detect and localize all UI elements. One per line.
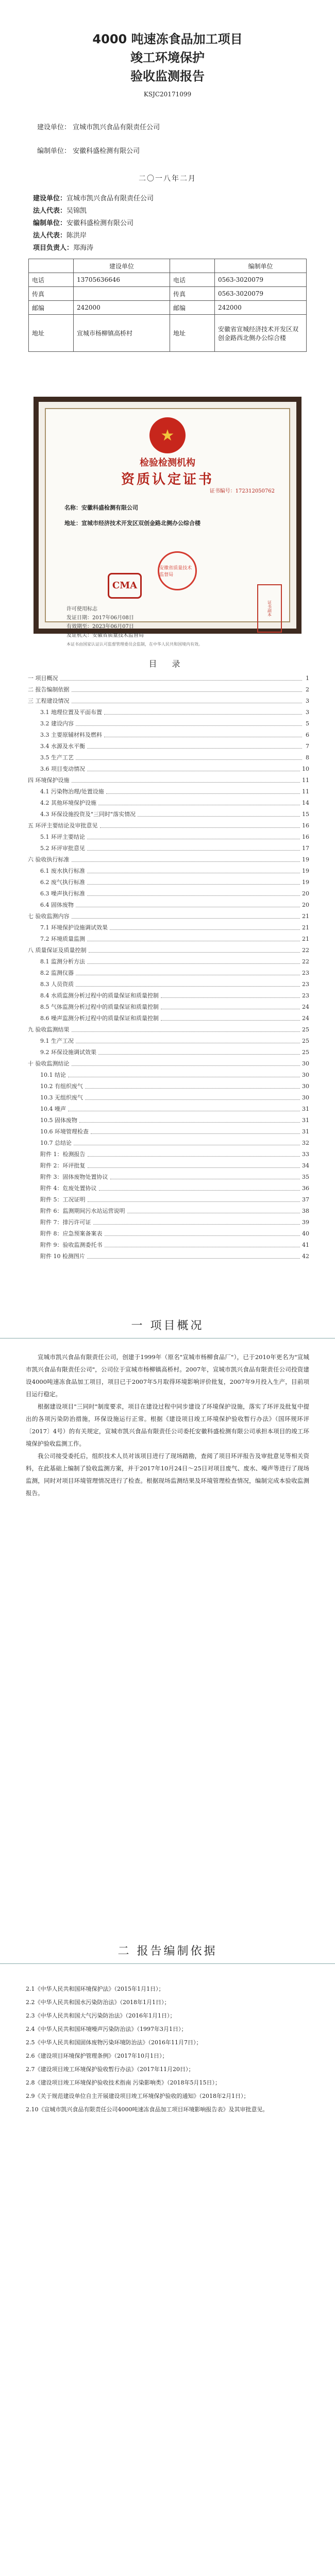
- toc-entry-label: 10.1 结论: [40, 1072, 66, 1078]
- report-title-line-3: 验收监测报告: [130, 69, 205, 83]
- toc-entry-page: 5: [306, 720, 309, 727]
- basis-item: 2.2《中华人民共和国水污染防治法》（2018年1月1日）；: [26, 1999, 170, 2006]
- toc-leader-dots: [76, 968, 300, 975]
- table-row: 地址 宣城市杨柳镇高桥村 地址 安徽省宣城经济技术开发区双创金路西北侧办公综合楼: [29, 315, 307, 352]
- info-row: 法人代表：吴锦凯: [33, 207, 87, 215]
- toc-entry-page: 34: [302, 1162, 309, 1169]
- certificate-title-2: 资质认定证书: [121, 472, 214, 487]
- toc-entry: [26, 718, 309, 730]
- builder-label: 建设单位：: [37, 124, 71, 131]
- toc-entry: [26, 956, 309, 968]
- cma-caption: 许可使用标志: [66, 606, 97, 612]
- section-divider: [0, 1963, 335, 1964]
- certificate-serial: 证书编号：172312050762: [209, 488, 275, 494]
- toc-leader-dots: [110, 922, 300, 930]
- toc-leader-dots: [105, 1240, 300, 1247]
- toc-leader-dots: [85, 1092, 300, 1100]
- table-row: 传真 传真 0563-3020079: [29, 287, 307, 301]
- toc-entry-page: 3: [306, 698, 309, 704]
- section-2-heading: 二 报告编制依据: [118, 1945, 217, 1958]
- toc-entry-page: 22: [302, 958, 309, 965]
- toc-entry-label: 九 验收监测结果: [28, 1026, 70, 1033]
- toc-leader-dots: [87, 956, 300, 964]
- toc-leader-dots: [98, 798, 300, 805]
- qualification-certificate: [34, 397, 301, 647]
- toc-entry-page: 10: [302, 766, 309, 772]
- toc-entry-page: 19: [302, 879, 309, 886]
- paragraph: 根据建设项目"三同时"制度要求，项目在建设过程中同步建设了环境保护设施，落实了环评及批复中提出的各项污染防治措施，环保设施运行正常。根据《建设项目竣工环境保护验收暂行办法》（国环规环评〔2017〕4号）的有关规定，宣城市凯兴食品有限责任公司委托安徽科盛检测有限公司承担本项目的竣工环境保护验收监测工作。: [26, 1403, 309, 1447]
- toc-entry-label: 10.6 环境管理检查: [40, 1128, 89, 1135]
- toc-leader-dots: [87, 832, 300, 839]
- toc-entry-page: 23: [302, 981, 309, 988]
- toc-entry-page: 30: [302, 1060, 309, 1067]
- certificate-body: 名称：安徽科盛检测有限公司 地址：宣城市经济技术开发区双创金路北侧办公综合楼: [64, 504, 200, 527]
- toc-entry-label: 附件 5：工况证明: [40, 1196, 86, 1203]
- toc-entry-label: 五 环评主要结论及审批意见: [28, 822, 98, 829]
- toc-leader-dots: [87, 877, 300, 885]
- toc-entry: [26, 1024, 309, 1036]
- toc-entry-label: 六 验收执行标准: [28, 856, 70, 863]
- toc-leader-dots: [99, 1183, 300, 1191]
- paragraph: 我公司接受委托后，组织技术人员对该项目进行了现场踏勘，查阅了项目环评报告及审批意见等相关资料，在此基础上编制了验收监测方案，并于2017年10月24日～25日对项目废气、废水、噪声等进行了现场监测，同时对项目环境管理情况进行了检查。根据现场监测结果及环境管理检查情况，编制完成本验收监测报告。: [26, 1452, 309, 1497]
- toc-leader-dots: [76, 979, 300, 987]
- toc-entry: [26, 775, 309, 786]
- toc-entry: [26, 764, 309, 775]
- toc-entry: [26, 786, 309, 798]
- toc-entry-label: 4.2 其他环境保护设施: [40, 800, 96, 806]
- toc-entry-label: 十 验收监测结论: [28, 1060, 70, 1067]
- toc-entry: [26, 809, 309, 820]
- toc-leader-dots: [72, 696, 303, 703]
- toc-entry-label: 5.2 环评审批意见: [40, 845, 85, 852]
- toc-entry: [26, 1126, 309, 1138]
- toc-entry-label: 6.1 废水执行标准: [40, 868, 85, 874]
- toc-entry-page: 36: [302, 1185, 309, 1192]
- toc-entry-page: 25: [302, 1038, 309, 1044]
- toc-entry: [26, 979, 309, 990]
- report-title-line-2: 竣工环境保护: [130, 50, 205, 65]
- toc-leader-dots: [87, 764, 300, 771]
- toc-entry-label: 一 项目概况: [28, 675, 58, 682]
- toc-entry-label: 三 工程建设情况: [28, 698, 70, 704]
- toc-entry: [26, 1240, 309, 1251]
- toc-leader-dots: [76, 1036, 300, 1043]
- toc-entry: [26, 798, 309, 809]
- toc-entry: [26, 1183, 309, 1194]
- toc-leader-dots: [85, 1081, 300, 1089]
- toc-entry: [26, 1070, 309, 1081]
- toc-entry: [26, 934, 309, 945]
- toc-entry: [26, 832, 309, 843]
- certificate-stamp: 证书副本: [257, 584, 282, 633]
- toc-entry-label: 附件 10 检测图片: [40, 1253, 85, 1260]
- toc-entry-label: 附件 1：检测报告: [40, 1151, 86, 1158]
- toc-entry-page: 41: [302, 1242, 309, 1248]
- toc-entry: [26, 741, 309, 752]
- toc-entry: [26, 854, 309, 866]
- toc-leader-dots: [88, 1149, 300, 1157]
- toc-leader-dots: [87, 866, 300, 873]
- toc-entry-page: 15: [302, 811, 309, 818]
- toc-leader-dots: [91, 1126, 300, 1134]
- toc-entry-label: 3.1 地理位置及平面布置: [40, 709, 102, 716]
- toc-entry: [26, 1228, 309, 1240]
- basis-item: 2.4《中华人民共和国环境噪声污染防治法》（1997年3月1日）；: [26, 2026, 187, 2032]
- toc-entry-label: 3.6 项目变动情况: [40, 766, 85, 772]
- toc-entry-label: 3.2 建设内容: [40, 720, 74, 727]
- toc-leader-dots: [87, 888, 300, 896]
- toc-title: 目 录: [148, 659, 187, 669]
- toc-entry: [26, 752, 309, 764]
- toc-leader-dots: [104, 707, 302, 715]
- toc-entry-label: 4.3 环保设施投资及"三同时"落实情况: [40, 811, 136, 818]
- toc-entry-label: 8.5 气体监测分析过程中的质量保证和质量控制: [40, 1004, 159, 1010]
- toc-leader-dots: [76, 718, 302, 726]
- toc-entry-label: 附件 3：固体废物处置协议: [40, 1174, 108, 1180]
- toc-entry: [26, 1160, 309, 1172]
- info-row: 建设单位：宣城市凯兴食品有限责任公司: [33, 195, 154, 202]
- toc-leader-dots: [98, 1047, 300, 1055]
- toc-entry-page: 25: [302, 1026, 309, 1033]
- toc-entry-label: 附件 2：环评批复: [40, 1162, 86, 1169]
- toc-entry: [26, 1206, 309, 1217]
- toc-entry: [26, 1104, 309, 1115]
- toc-leader-dots: [72, 1024, 300, 1032]
- toc-entry-label: 8.1 监测分析方法: [40, 958, 85, 965]
- toc-entry: [26, 968, 309, 979]
- toc-leader-dots: [87, 843, 300, 851]
- certificate-org: 安徽科盛检测有限公司: [81, 504, 138, 511]
- toc-entry: [26, 900, 309, 911]
- toc-entry: [26, 1194, 309, 1206]
- toc-entry: [26, 1115, 309, 1126]
- toc-entry-label: 4.1 污染物治理/处置设施: [40, 788, 104, 795]
- basis-item: 2.6《建设项目环境保护管理条例》（2017年10月1日）；: [26, 2053, 168, 2059]
- toc-entry: [26, 696, 309, 707]
- toc-entry-label: 10.5 固体废物: [40, 1117, 77, 1124]
- preparer-name: 安徽科盛检测有限公司: [73, 147, 140, 155]
- toc-entry: [26, 1058, 309, 1070]
- toc-entry-page: 21: [302, 936, 309, 942]
- toc-entry-label: 七 验收监测内容: [28, 913, 70, 920]
- toc-entry-label: 附件 6：监测期间污水站运营说明: [40, 1208, 125, 1214]
- toc-entry-label: 8.2 监测仪器: [40, 970, 74, 976]
- toc-leader-dots: [88, 1160, 300, 1168]
- toc-entry-page: 38: [302, 1208, 309, 1214]
- info-row: 项目负责人：郑海涛: [33, 244, 94, 252]
- toc-entry-page: 37: [302, 1196, 309, 1203]
- toc-entry-page: 23: [302, 992, 309, 999]
- toc-entry-page: 11: [302, 788, 309, 795]
- certificate-title-1: 检验检测机构: [140, 457, 195, 468]
- info-row: 法人代表：陈洪岸: [33, 232, 87, 240]
- toc-entry-page: 40: [302, 1230, 309, 1237]
- toc-entry-page: 16: [302, 822, 309, 829]
- toc-entry: [26, 1149, 309, 1160]
- official-seal: 安徽省质量技术监督局: [158, 551, 197, 590]
- section-1: [26, 1317, 309, 1499]
- toc-entry-label: 9.1 生产工况: [40, 1038, 74, 1044]
- toc-leader-dots: [110, 1172, 300, 1179]
- toc-entry-label: 6.4 固体废物: [40, 902, 74, 908]
- national-emblem-icon: ★: [149, 417, 186, 453]
- basis-item: 2.7《建设项目竣工环境保护验收暂行办法》（2017年11月20日）；: [26, 2066, 194, 2073]
- toc-entry: [26, 843, 309, 854]
- toc-entry: [26, 1172, 309, 1183]
- toc-leader-dots: [72, 1058, 300, 1066]
- toc-entry-page: 19: [302, 868, 309, 874]
- toc-leader-dots: [161, 1013, 300, 1021]
- toc-leader-dots: [88, 1194, 300, 1202]
- certificate-issuer: 发证机关：安徽省质量技术监督局: [66, 633, 144, 638]
- toc-entry: [26, 1036, 309, 1047]
- basis-item: 2.10《宣城市凯兴食品有限责任公司4000吨速冻食品加工项目环境影响报告表》及其审批意见。: [26, 2106, 269, 2113]
- basis-item: 2.8《建设项目竣工环境保护验收技术指南 污染影响类》（2018年5月15日）；: [26, 2079, 221, 2086]
- toc-entry: [26, 990, 309, 1002]
- toc-entry-page: 11: [302, 777, 309, 784]
- toc-leader-dots: [72, 911, 300, 919]
- toc-entry-page: 39: [302, 1219, 309, 1226]
- toc-entry-label: 二 报告编制依据: [28, 686, 70, 693]
- info-block: [26, 193, 309, 352]
- toc-entry-label: 6.3 噪声执行标准: [40, 890, 85, 897]
- table-of-contents: [26, 673, 309, 1262]
- preparer-line: [37, 145, 309, 155]
- toc-entry: [26, 866, 309, 877]
- toc-entry: [26, 1047, 309, 1058]
- toc-leader-dots: [138, 809, 300, 817]
- toc-entry-page: 14: [302, 800, 309, 806]
- toc-entry-page: 20: [302, 890, 309, 897]
- toc-entry-page: 2: [306, 686, 309, 693]
- toc-entry-page: 31: [302, 1106, 309, 1112]
- certificate-footer: [66, 605, 203, 649]
- toc-leader-dots: [89, 945, 300, 953]
- toc-entry-page: 32: [302, 1140, 309, 1146]
- toc-entry-label: 5.1 环评主要结论: [40, 834, 85, 840]
- toc-leader-dots: [161, 1002, 300, 1009]
- toc-entry-page: 20: [302, 902, 309, 908]
- toc-leader-dots: [105, 1228, 300, 1236]
- toc-entry: [26, 1092, 309, 1104]
- table-row: 电话 13705636646 电话 0563-3020079: [29, 273, 307, 287]
- toc-leader-dots: [100, 820, 300, 828]
- toc-entry-label: 9.2 环保设施调试效果: [40, 1049, 96, 1056]
- basis-item: 2.3《中华人民共和国大气污染防治法》（2016年1月1日）；: [26, 2012, 176, 2019]
- table-header-row: 建设单位 编制单位: [29, 259, 307, 273]
- report-title-line-1: 4000 吨速冻食品加工项目: [92, 32, 243, 46]
- toc-entry: [26, 922, 309, 934]
- certificate-note: 本证书由国家认证认可监督管理委员会监制，在中华人民共和国境内有效。: [66, 642, 203, 647]
- certificate-frame: [34, 397, 301, 647]
- info-row: 编制单位：安徽科盛检测有限公司: [33, 219, 134, 227]
- basis-item: 2.1《中华人民共和国环境保护法》（2015年1月1日）；: [26, 1986, 164, 1992]
- builder-name: 宣城市凯兴食品有限责任公司: [73, 124, 160, 131]
- toc-entry-label: 10.7 总结论: [40, 1140, 72, 1146]
- toc-entry-page: 21: [302, 913, 309, 920]
- basis-item: 2.9《关于规范建设单位自主开展建设项目竣工环境保护验收的通知》（2018年2月1日）；: [26, 2093, 249, 2099]
- toc-leader-dots: [76, 752, 302, 760]
- toc-entry-label: 四 环境保护设施: [28, 777, 70, 784]
- toc-entry: [26, 888, 309, 900]
- preparer-label: 编制单位：: [37, 147, 71, 155]
- toc-entry-label: 3.4 水源及水平衡: [40, 743, 85, 750]
- toc-entry-page: 22: [302, 947, 309, 954]
- toc-entry-page: 30: [302, 1083, 309, 1090]
- toc-entry-page: 17: [302, 845, 309, 852]
- toc-entry: [26, 1002, 309, 1013]
- toc-leader-dots: [72, 854, 300, 862]
- toc-leader-dots: [79, 1115, 300, 1123]
- toc-leader-dots: [72, 684, 303, 692]
- toc-entry-label: 10.3 无组织废气: [40, 1094, 83, 1101]
- certificate-inner: [45, 408, 290, 647]
- toc-entry-label: 3.3 主要原辅材料及燃料: [40, 732, 102, 738]
- toc-entry: [26, 1013, 309, 1024]
- toc-leader-dots: [74, 1138, 300, 1145]
- toc-entry-page: 24: [302, 1015, 309, 1022]
- toc-entry: [26, 820, 309, 832]
- toc-entry: [26, 673, 309, 684]
- toc-entry-page: 19: [302, 856, 309, 863]
- toc-entry: [26, 1138, 309, 1149]
- toc-leader-dots: [68, 1104, 300, 1111]
- toc-entry-label: 7.2 环境质量监测: [40, 936, 85, 942]
- toc-entry: [26, 1081, 309, 1092]
- toc-entry-label: 7.1 环境保护设施调试效果: [40, 924, 108, 931]
- toc-entry: [26, 945, 309, 956]
- toc-entry-page: 33: [302, 1151, 309, 1158]
- certificate-valid-until: 有效期至：2023年06月07日: [66, 624, 134, 630]
- table-row: 邮编 242000 邮编 242000: [29, 301, 307, 315]
- toc-leader-dots: [161, 990, 300, 998]
- basis-item: 2.5《中华人民共和国固体废物污染环境防治法》（2016年11月7日）；: [26, 2039, 202, 2046]
- toc-entry-page: 21: [302, 924, 309, 931]
- section-1-heading: 一 项目概况: [131, 1319, 204, 1332]
- toc-entry-page: 6: [306, 732, 309, 738]
- toc-leader-dots: [60, 673, 303, 681]
- toc-leader-dots: [76, 900, 300, 907]
- toc-entry: [26, 730, 309, 741]
- toc-entry-page: 25: [302, 1049, 309, 1056]
- toc-leader-dots: [104, 730, 302, 737]
- cma-logo: CMA: [108, 573, 142, 599]
- toc-entry-label: 3.5 生产工艺: [40, 754, 74, 761]
- toc-entry-page: 7: [306, 743, 309, 750]
- certificate-issue-date: 发证日期：2017年06月08日: [66, 615, 134, 621]
- toc-entry-label: 10.4 噪声: [40, 1106, 66, 1112]
- toc-leader-dots: [127, 1206, 300, 1213]
- toc-entry-page: 16: [302, 834, 309, 840]
- toc-entry-page: 3: [306, 709, 309, 716]
- toc-leader-dots: [72, 775, 300, 783]
- toc-entry: [26, 911, 309, 922]
- toc-leader-dots: [87, 934, 300, 941]
- toc-entry: [26, 1217, 309, 1228]
- cover-title-block: [26, 0, 309, 98]
- toc-entry-label: 附件 9：验收监测委托书: [40, 1242, 103, 1248]
- toc-entry-label: 附件 7：排污许可证: [40, 1219, 91, 1226]
- toc-entry-page: 30: [302, 1072, 309, 1078]
- paragraph: 宣城市凯兴食品有限责任公司，创建于1999年（原名"宣城市杨柳食品厂"），已于2010年更名为"宣城市凯兴食品有限责任公司"，公司位于宣城市杨柳镇高桥村。2007年，宣城市凯兴食品有限责任公司投资建设4000吨速冻食品加工项目，项目已于2007年5月取得环境影响评价批复，2007年9月投入生产，目前项目运行稳定。: [26, 1353, 309, 1398]
- toc-entry-page: 31: [302, 1117, 309, 1124]
- contact-table: [28, 259, 307, 352]
- toc-leader-dots: [106, 786, 300, 794]
- toc-entry-page: 42: [302, 1253, 309, 1260]
- toc-entry-label: 八 质量保证及质量控制: [28, 947, 87, 954]
- toc-entry-label: 8.3 人员资质: [40, 981, 74, 988]
- toc-entry-page: 8: [306, 754, 309, 761]
- toc-leader-dots: [87, 741, 302, 749]
- toc-entry-label: 6.2 废气执行标准: [40, 879, 85, 886]
- toc-entry-page: 1: [306, 675, 309, 682]
- toc-entry-page: 30: [302, 1094, 309, 1101]
- toc-entry-page: 23: [302, 970, 309, 976]
- toc-entry-label: 附件 4：危废处置协议: [40, 1185, 97, 1192]
- toc-entry: [26, 684, 309, 696]
- report-code: KSJC20171099: [143, 91, 192, 98]
- toc-entry: [26, 707, 309, 718]
- toc-entry-label: 10.2 有组织废气: [40, 1083, 83, 1090]
- toc-entry-label: 附件 8：应急预案备案表: [40, 1230, 103, 1237]
- builder-line: [37, 122, 309, 131]
- toc-entry-label: 8.6 噪声监测分析过程中的质量保证和质量控制: [40, 1015, 159, 1022]
- report-date: 二〇一八年二月: [139, 175, 196, 183]
- toc-entry-page: 24: [302, 1004, 309, 1010]
- toc-entry-label: 8.4 水质监测分析过程中的质量保证和质量控制: [40, 992, 159, 999]
- toc-entry: [26, 1251, 309, 1262]
- toc-entry-page: 31: [302, 1128, 309, 1135]
- certificate-address: 宣城市经济技术开发区双创金路北侧办公综合楼: [81, 520, 200, 527]
- toc-entry-page: 35: [302, 1174, 309, 1180]
- section-2: [26, 1942, 309, 2119]
- toc-leader-dots: [68, 1070, 300, 1077]
- toc-entry: [26, 877, 309, 888]
- toc-leader-dots: [93, 1217, 300, 1225]
- toc-leader-dots: [87, 1251, 300, 1259]
